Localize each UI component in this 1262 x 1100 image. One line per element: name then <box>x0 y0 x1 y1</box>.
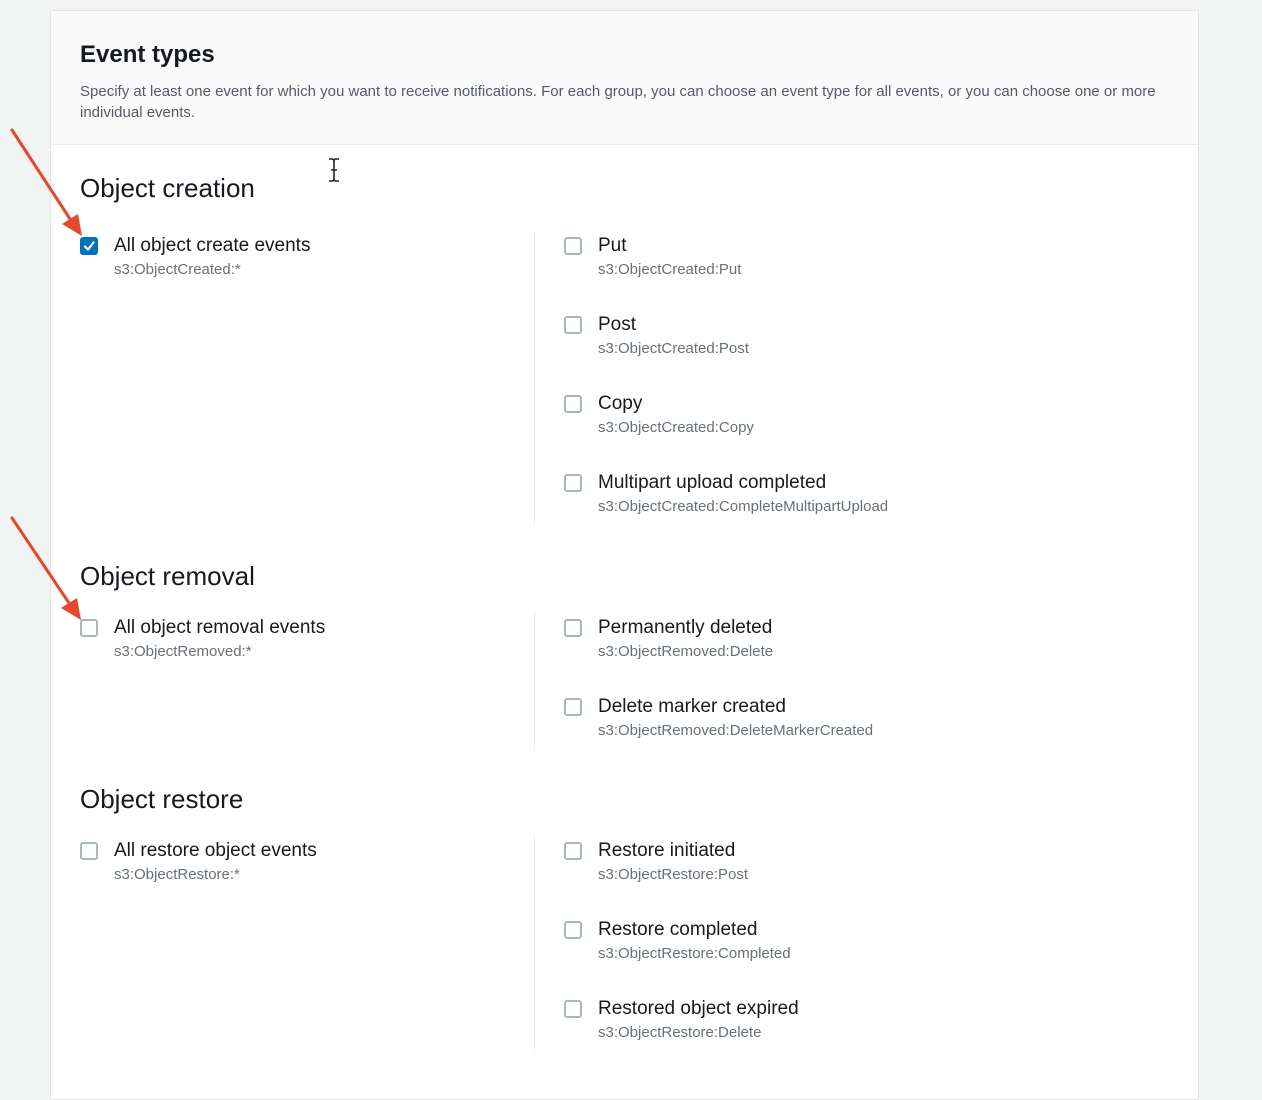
option-event-code: s3:ObjectRestore:Delete <box>598 1024 762 1041</box>
section-title: Object removal <box>80 561 255 591</box>
section-object-creation <box>80 173 1169 533</box>
option-label: Post <box>598 314 637 335</box>
text-cursor-icon <box>328 157 340 183</box>
option-label: Permanently deleted <box>598 617 773 638</box>
option-post[interactable] <box>564 314 749 359</box>
checkbox-multipart-upload-completed[interactable] <box>564 474 582 492</box>
event-types-panel <box>50 10 1199 1100</box>
option-label: Restore completed <box>598 919 758 940</box>
option-restore-completed[interactable] <box>564 919 791 964</box>
checkbox-permanently-deleted[interactable] <box>564 619 582 637</box>
option-event-code: s3:ObjectRestore:* <box>114 866 240 883</box>
option-event-code: s3:ObjectCreated:Post <box>598 340 749 357</box>
checkmark-icon <box>83 240 95 252</box>
checkbox-delete-marker-created[interactable] <box>564 698 582 716</box>
option-event-code: s3:ObjectRestore:Post <box>598 866 749 883</box>
option-event-code: s3:ObjectCreated:Put <box>598 261 742 278</box>
option-event-code: s3:ObjectCreated:Copy <box>598 419 754 436</box>
section-title: Object restore <box>80 784 244 814</box>
option-delete-marker-created[interactable] <box>564 696 873 741</box>
checkbox-all-object-create[interactable] <box>80 237 98 255</box>
section-object-removal <box>80 561 1169 761</box>
checkbox-restored-object-expired[interactable] <box>564 1000 582 1018</box>
panel-description: Specify at least one event for which you want to receive notifications. For each group, you can choose an event type for all events, or you can choose one or more individual events. <box>80 83 1156 121</box>
panel-title: Event types <box>80 41 215 68</box>
checkbox-restore-initiated[interactable] <box>564 842 582 860</box>
option-label: All object create events <box>114 235 311 256</box>
section-title: Object creation <box>80 173 255 203</box>
option-label: Put <box>598 235 627 256</box>
column-divider <box>534 613 535 750</box>
checkbox-restore-completed[interactable] <box>564 921 582 939</box>
option-all-object-create-events[interactable] <box>80 235 310 280</box>
option-label: Copy <box>598 393 643 414</box>
checkbox-copy[interactable] <box>564 395 582 413</box>
option-event-code: s3:ObjectCreated:* <box>114 261 241 278</box>
checkbox-put[interactable] <box>564 237 582 255</box>
option-label: All object removal events <box>114 617 326 638</box>
column-divider <box>534 836 535 1050</box>
option-restored-object-expired[interactable] <box>564 998 799 1043</box>
option-event-code: s3:ObjectRestore:Completed <box>598 945 791 962</box>
option-copy[interactable] <box>564 393 754 438</box>
option-permanently-deleted[interactable] <box>564 617 773 662</box>
checkbox-post[interactable] <box>564 316 582 334</box>
option-label: Restore initiated <box>598 840 736 861</box>
option-label: Multipart upload completed <box>598 472 827 493</box>
option-event-code: s3:ObjectCreated:CompleteMultipartUpload <box>598 498 889 515</box>
option-multipart-upload-completed[interactable] <box>564 472 888 517</box>
checkbox-all-restore-object[interactable] <box>80 842 98 860</box>
section-object-restore <box>80 784 1169 1074</box>
option-all-restore-object-events[interactable] <box>80 840 317 885</box>
option-event-code: s3:ObjectRemoved:Delete <box>598 643 774 660</box>
checkbox-all-object-removal[interactable] <box>80 619 98 637</box>
option-label: Delete marker created <box>598 696 786 717</box>
option-restore-initiated[interactable] <box>564 840 748 885</box>
panel-header <box>51 11 1198 145</box>
option-all-object-removal-events[interactable] <box>80 617 325 662</box>
option-event-code: s3:ObjectRemoved:DeleteMarkerCreated <box>598 722 874 739</box>
option-label: All restore object events <box>114 840 317 861</box>
column-divider <box>534 231 535 524</box>
option-event-code: s3:ObjectRemoved:* <box>114 643 252 660</box>
option-put[interactable] <box>564 235 741 280</box>
option-label: Restored object expired <box>598 998 799 1019</box>
